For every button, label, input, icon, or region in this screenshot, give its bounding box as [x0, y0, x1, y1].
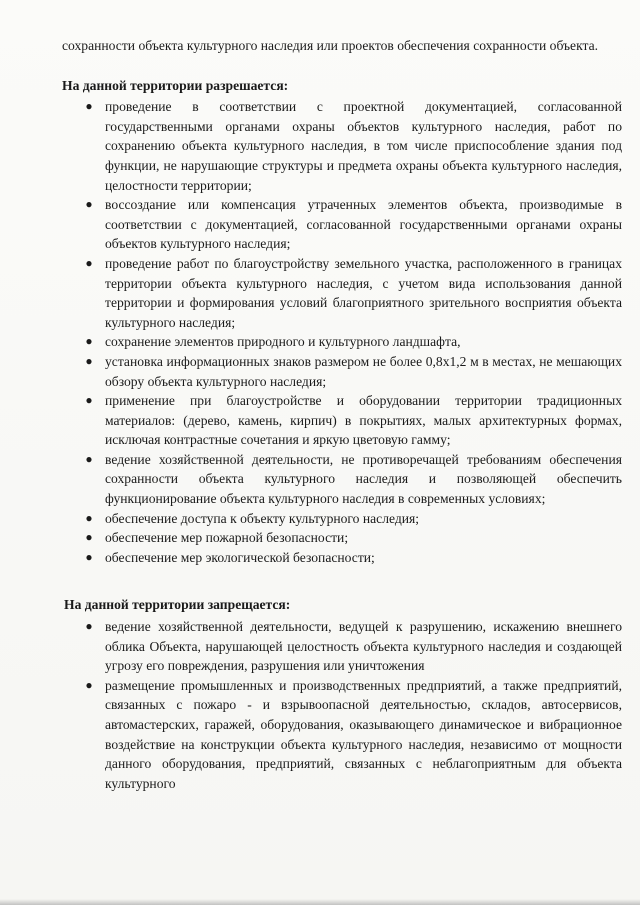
- bullet-icon: ●: [85, 619, 93, 634]
- bullet-icon: ●: [85, 677, 93, 692]
- bullet-icon: ●: [85, 549, 93, 564]
- bullet-icon: ●: [85, 334, 93, 349]
- bullet-icon: ●: [85, 510, 93, 525]
- list-item-text: ведение хозяйственной деятельности, ведущей к разрушению, искажению внешнего облика Объекта, нарушающей целостность объекта культурного наследия и создающей угрозу его повреждения, разрушения или уничтожения: [105, 619, 622, 674]
- list-item: [62, 332, 622, 352]
- list-item: [62, 528, 622, 548]
- bullet-icon: ●: [85, 451, 93, 466]
- bullet-icon: ●: [85, 393, 93, 408]
- list-item: [62, 509, 622, 529]
- list-item: [62, 254, 622, 332]
- list-item-text: проведение в соответствии с проектной документацией, согласованной государственными органами охраны объектов культурного наследия, работ по сохранению объекта культурного наследия, в том числе приспособление здания под функции, не нарушающие структуры и предмета охраны объекта культурного наследия, целостности территории;: [105, 99, 622, 193]
- prohibited-heading: На данной территории запрещается:: [64, 597, 291, 613]
- bullet-icon: ●: [85, 530, 93, 545]
- list-item: [62, 97, 622, 195]
- intro-paragraph: сохранности объекта культурного наследия или проектов обеспечения сохранности объекта.: [62, 38, 599, 53]
- list-item-text: ведение хозяйственной деятельности, не противоречащей требованиям обеспечения сохранности объекта культурного наследия и позволяющей обеспечить функционирование объекта культурного наследия в современных условиях;: [105, 451, 622, 507]
- allowed-list: [62, 97, 622, 567]
- list-item-text: обеспечение мер экологической безопасности;: [105, 549, 375, 565]
- bullet-icon: ●: [85, 353, 93, 368]
- list-item-text: размещение промышленных и производственных предприятий, а также предприятий, связанных с пожаро - и взрывоопасной деятельностью, складов, автосервисов, автомастерских, гаражей, оборудования, оказывающего динамическое и вибрационное воздействие на конструкции объекта культурного наследия, независимо от мощности данного оборудования, предприятий, связанных с неблагоприятным для объекта культурного: [105, 677, 622, 791]
- list-item: [62, 391, 622, 450]
- list-item-text: установка информационных знаков размером не более 0,8х1,2 м в местах, не мешающих обзору объекта культурного наследия;: [105, 353, 622, 389]
- allowed-heading: На данной территории разрешается:: [62, 77, 289, 93]
- list-item-text: применение при благоустройстве и оборудовании территории традиционных материалов: (дерево, камень, кирпич) в покрытиях, малых архитектурных формах, исключая контрастные сочетания и яркую цветовую гамму;: [105, 393, 622, 448]
- list-item-text: обеспечение мер пожарной безопасности;: [105, 530, 349, 546]
- list-item-text: обеспечение доступа к объекту культурного наследия;: [105, 510, 420, 526]
- list-item-text: воссоздание или компенсация утраченных элементов объекта, производимые в соответствии с документацией, согласованной государственными органами охраны объектов культурного наследия;: [105, 197, 622, 252]
- list-item: [62, 450, 622, 509]
- scan-edge-shadow: [0, 899, 640, 905]
- list-item-text: проведение работ по благоустройству земельного участка, расположенного в границах территории объекта культурного наследия, с учетом вида использования данной территории и формирования условий благоприятного зрительного восприятия объекта культурного наследия;: [105, 255, 622, 330]
- bullet-icon: ●: [85, 255, 93, 270]
- bullet-icon: ●: [85, 197, 93, 212]
- list-item: [62, 676, 622, 794]
- list-item: [62, 548, 622, 568]
- document-body: [62, 36, 622, 793]
- list-item: [62, 352, 622, 391]
- bullet-icon: ●: [85, 99, 93, 114]
- list-item: [62, 195, 622, 254]
- list-item-text: сохранение элементов природного и культурного ландшафта,: [105, 334, 461, 350]
- list-item: [62, 617, 622, 676]
- prohibited-list: [62, 617, 622, 793]
